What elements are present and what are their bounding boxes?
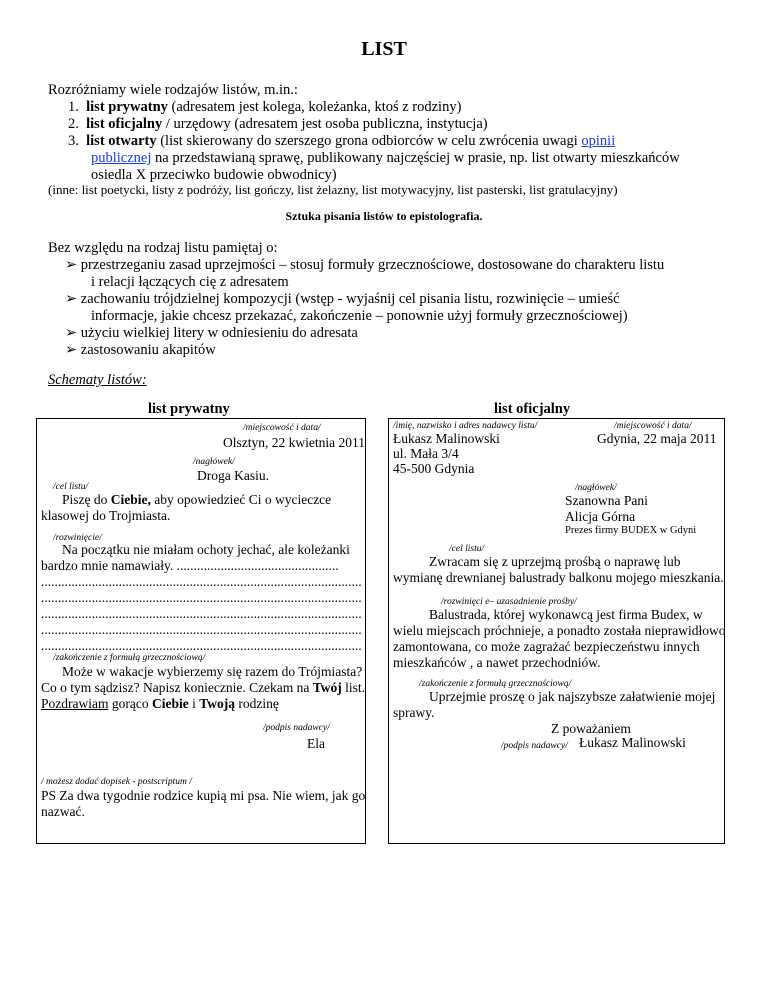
ending-line: Może w wakacje wybierzemy się razem do Trójmiasta? — [62, 664, 363, 679]
ending-line: Pozdrawiam gorąco Ciebie i Twoją rodzinę — [41, 696, 279, 711]
sender-city: 45-500 Gdynia — [393, 461, 475, 476]
page-title: LIST — [361, 38, 407, 60]
intro-text: Rozróżniamy wiele rodzajów listów, m.in.: — [48, 82, 298, 98]
list-item-continuation: osiedla X przeciwko budowie obwodnicy) — [91, 167, 337, 183]
label-place-date: /miejscowość i data/ — [243, 423, 321, 433]
label-sender: /imię, nazwisko i adres nadawcy listu/ — [393, 421, 538, 431]
epistolography-note: Sztuka pisania listów to epistolografia. — [285, 209, 483, 223]
private-letter-box — [36, 418, 366, 844]
salutation: Droga Kasiu. — [197, 468, 269, 483]
arrow-bullet-icon: ➢ — [65, 342, 78, 358]
development-line: Balustrada, której wykonawcą jest firma Budex, w — [429, 607, 703, 622]
signature: Ela — [307, 736, 325, 751]
link-publicznej[interactable]: publicznej — [91, 150, 152, 166]
purpose-line: klasowej do Trojmiasta. — [41, 508, 171, 523]
development-line: bardzo mnie namawiały. ................................................ — [41, 558, 339, 573]
list-item: 2. list oficjalny / urzędowy (adresatem jest osoba publiczna, instytucja) — [68, 116, 488, 132]
bullet-item: ➢ zachowaniu trójdzielnej kompozycji (wstęp - wyjaśnij cel pisania listu, rozwinięcie – umieść — [65, 291, 620, 307]
bullet-item: ➢ zastosowaniu akapitów — [65, 342, 216, 358]
signature: Łukasz Malinowski — [579, 735, 686, 750]
development-line: zamontowana, co może zagrażać bezpieczeństwu innych — [393, 639, 700, 654]
arrow-bullet-icon: ➢ — [65, 325, 78, 341]
regards: Z poważaniem — [551, 721, 631, 736]
bullet-item: ➢ użyciu wielkiej litery w odniesieniu do adresata — [65, 325, 358, 341]
ending-line: Co o tym sądzisz? Napisz koniecznie. Czekam na Twój list. — [41, 680, 366, 695]
bullet-continuation: informacje, jakie chcesz przekazać, zakończenie – ponownie użyj formuły grzecznościowej) — [91, 308, 628, 324]
ending-line: sprawy. — [393, 705, 435, 720]
label-header: /nagłówek/ — [575, 483, 617, 493]
purpose-line: wymianę drewnianej balustrady balkonu mojego mieszkania. — [393, 570, 724, 585]
dotted-line: ............................................................................................... — [41, 574, 362, 589]
official-letter-heading: list oficjalny — [494, 401, 571, 417]
label-signature: /podpis nadawcy/ — [263, 723, 330, 733]
postscript-line: nazwać. — [41, 804, 85, 819]
place-date: Olsztyn, 22 kwietnia 2011 — [223, 435, 365, 450]
label-header: /nagłówek/ — [193, 457, 235, 467]
list-item: 1. list prywatny (adresatem jest kolega, koleżanka, ktoś z rodziny) — [68, 99, 462, 115]
development-line: wielu miejscach próchnieje, a ponadto została nieprawidłowo — [393, 623, 726, 638]
dotted-line: ............................................................................................... — [41, 590, 362, 605]
other-types: (inne: list poetycki, listy z podróży, list gończy, list żelazny, list motywacyjny, list pasterski, list gratulacyjny) — [48, 182, 618, 197]
arrow-bullet-icon: ➢ — [65, 291, 78, 307]
dotted-line: ............................................................................................... — [41, 606, 362, 621]
label-ending: /zakończenie z formułą grzecznościową/ — [419, 679, 572, 689]
label-development: /rozwinięcie/ — [53, 533, 102, 543]
label-ending: /zakończenie z formułą grzecznościową/ — [53, 653, 206, 663]
development-line: Na początku nie miałam ochoty jechać, ale koleżanki — [62, 542, 350, 557]
recipient-salutation: Szanowna Pani — [565, 493, 648, 508]
purpose-line: Zwracam się z uprzejmą prośbą o naprawę lub — [429, 554, 681, 569]
schemes-heading: Schematy listów: — [48, 372, 147, 388]
official-letter-box — [388, 418, 725, 844]
purpose-line: Piszę do Ciebie, aby opowiedzieć Ci o wycieczce — [62, 492, 332, 507]
list-item-continuation: publicznej na przedstawianą sprawę, publikowany najczęściej w prasie, np. list otwarty mieszkańców — [91, 150, 680, 166]
ending-line: Uprzejmie proszę o jak najszybsze załatwienie mojej — [429, 689, 716, 704]
development-line: mieszkańców , a nawet przechodniów. — [393, 655, 601, 670]
bullet-item: ➢ przestrzeganiu zasad uprzejmości – stosuj formuły grzecznościowe, dostosowane do charakteru listu — [65, 257, 665, 273]
link-opinii[interactable]: opinii — [581, 133, 616, 149]
label-development: /rozwinięci e– uzasadnienie prośby/ — [441, 597, 577, 607]
bullet-continuation: i relacji łączących cię z adresatem — [91, 274, 289, 290]
dotted-line: ............................................................................................... — [41, 622, 362, 637]
remember-intro: Bez względu na rodzaj listu pamiętaj o: — [48, 240, 278, 256]
sender-street: ul. Mała 3/4 — [393, 446, 459, 461]
label-purpose: /cel listu/ — [53, 482, 89, 492]
arrow-bullet-icon: ➢ — [65, 257, 78, 273]
recipient-title: Prezes firmy BUDEX w Gdyni — [565, 525, 697, 536]
sender-name: Łukasz Malinowski — [393, 431, 500, 446]
label-postscript: / możesz dodać dopisek - postscriptum / — [41, 777, 192, 787]
label-signature: /podpis nadawcy/ — [501, 741, 568, 751]
recipient-name: Alicja Górna — [565, 509, 636, 524]
dotted-line: ............................................................................................... — [41, 638, 362, 653]
private-letter-heading: list prywatny — [148, 401, 230, 417]
place-date: Gdynia, 22 maja 2011 — [597, 431, 717, 446]
label-purpose: /cel listu/ — [449, 544, 485, 554]
postscript-line: PS Za dwa tygodnie rodzice kupią mi psa. Nie wiem, jak go — [41, 788, 366, 803]
label-place-date: /miejscowość i data/ — [614, 421, 692, 431]
list-item: 3. list otwarty (list skierowany do szerszego grona odbiorców w celu zwrócenia uwagi opinii — [68, 133, 616, 149]
